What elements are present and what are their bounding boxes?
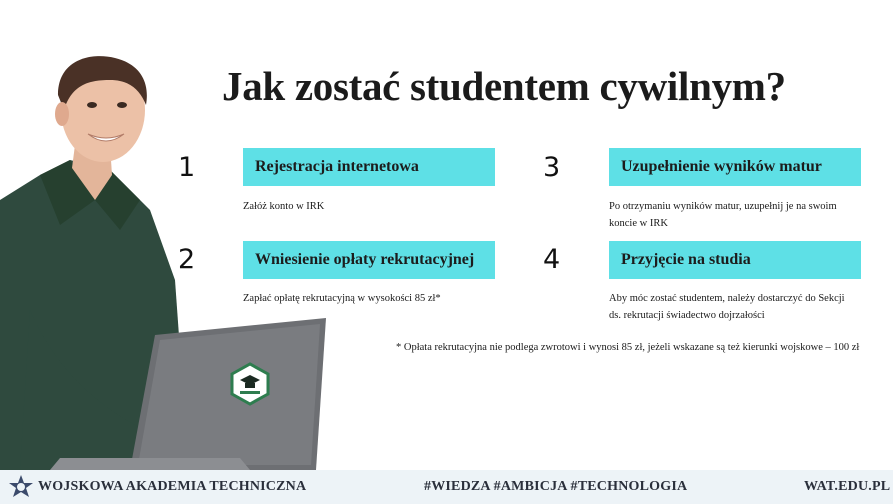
step-number-4: 4 (543, 244, 561, 275)
step-title-2: Wniesienie opłaty rekrutacyjnej (243, 241, 495, 279)
fee-footnote: * Opłata rekrutacyjna nie podlega zwrotowi i wynosi 85 zł, jeżeli wskazane są też kierunki wojskowe – 100 zł (396, 342, 860, 353)
footer-hashtags: #WIEDZA #AMBICJA #TECHNOLOGIA (424, 479, 688, 494)
page-title: Jak zostać studentem cywilnym? (222, 63, 786, 109)
step-description-4 (609, 290, 893, 324)
step-number-3: 3 (543, 152, 561, 183)
wat-logo-icon (8, 474, 34, 500)
step-description-3-line-2: koncie w IRK (609, 218, 668, 229)
step-title-1: Rejestracja internetowa (243, 148, 495, 186)
step-title-4: Przyjęcie na studia (609, 241, 861, 279)
step-description-4-line-2: ds. rekrutacji świadectwo dojrzałości (609, 310, 765, 321)
footer-organization: WOJSKOWA AKADEMIA TECHNICZNA (38, 479, 307, 494)
laptop-image (130, 318, 326, 470)
step-description-3 (609, 198, 889, 232)
footer-bar (0, 470, 893, 504)
step-description-2: Zapłać opłatę rekrutacyjną w wysokości 85 zł* (243, 293, 441, 304)
step-description-4-line-1: Aby móc zostać studentem, należy dostarczyć do Sekcji (609, 293, 845, 304)
step-description-3-line-1: Po otrzymaniu wyników matur, uzupełnij je na swoim (609, 201, 837, 212)
step-number-2: 2 (178, 244, 196, 275)
step-title-3: Uzupełnienie wyników matur (609, 148, 861, 186)
step-number-1: 1 (178, 152, 196, 183)
graduation-cap-sticker-icon (232, 364, 268, 404)
footer-website-link[interactable]: WAT.EDU.PL (804, 479, 891, 494)
step-description-1: Załóż konto w IRK (243, 201, 325, 212)
